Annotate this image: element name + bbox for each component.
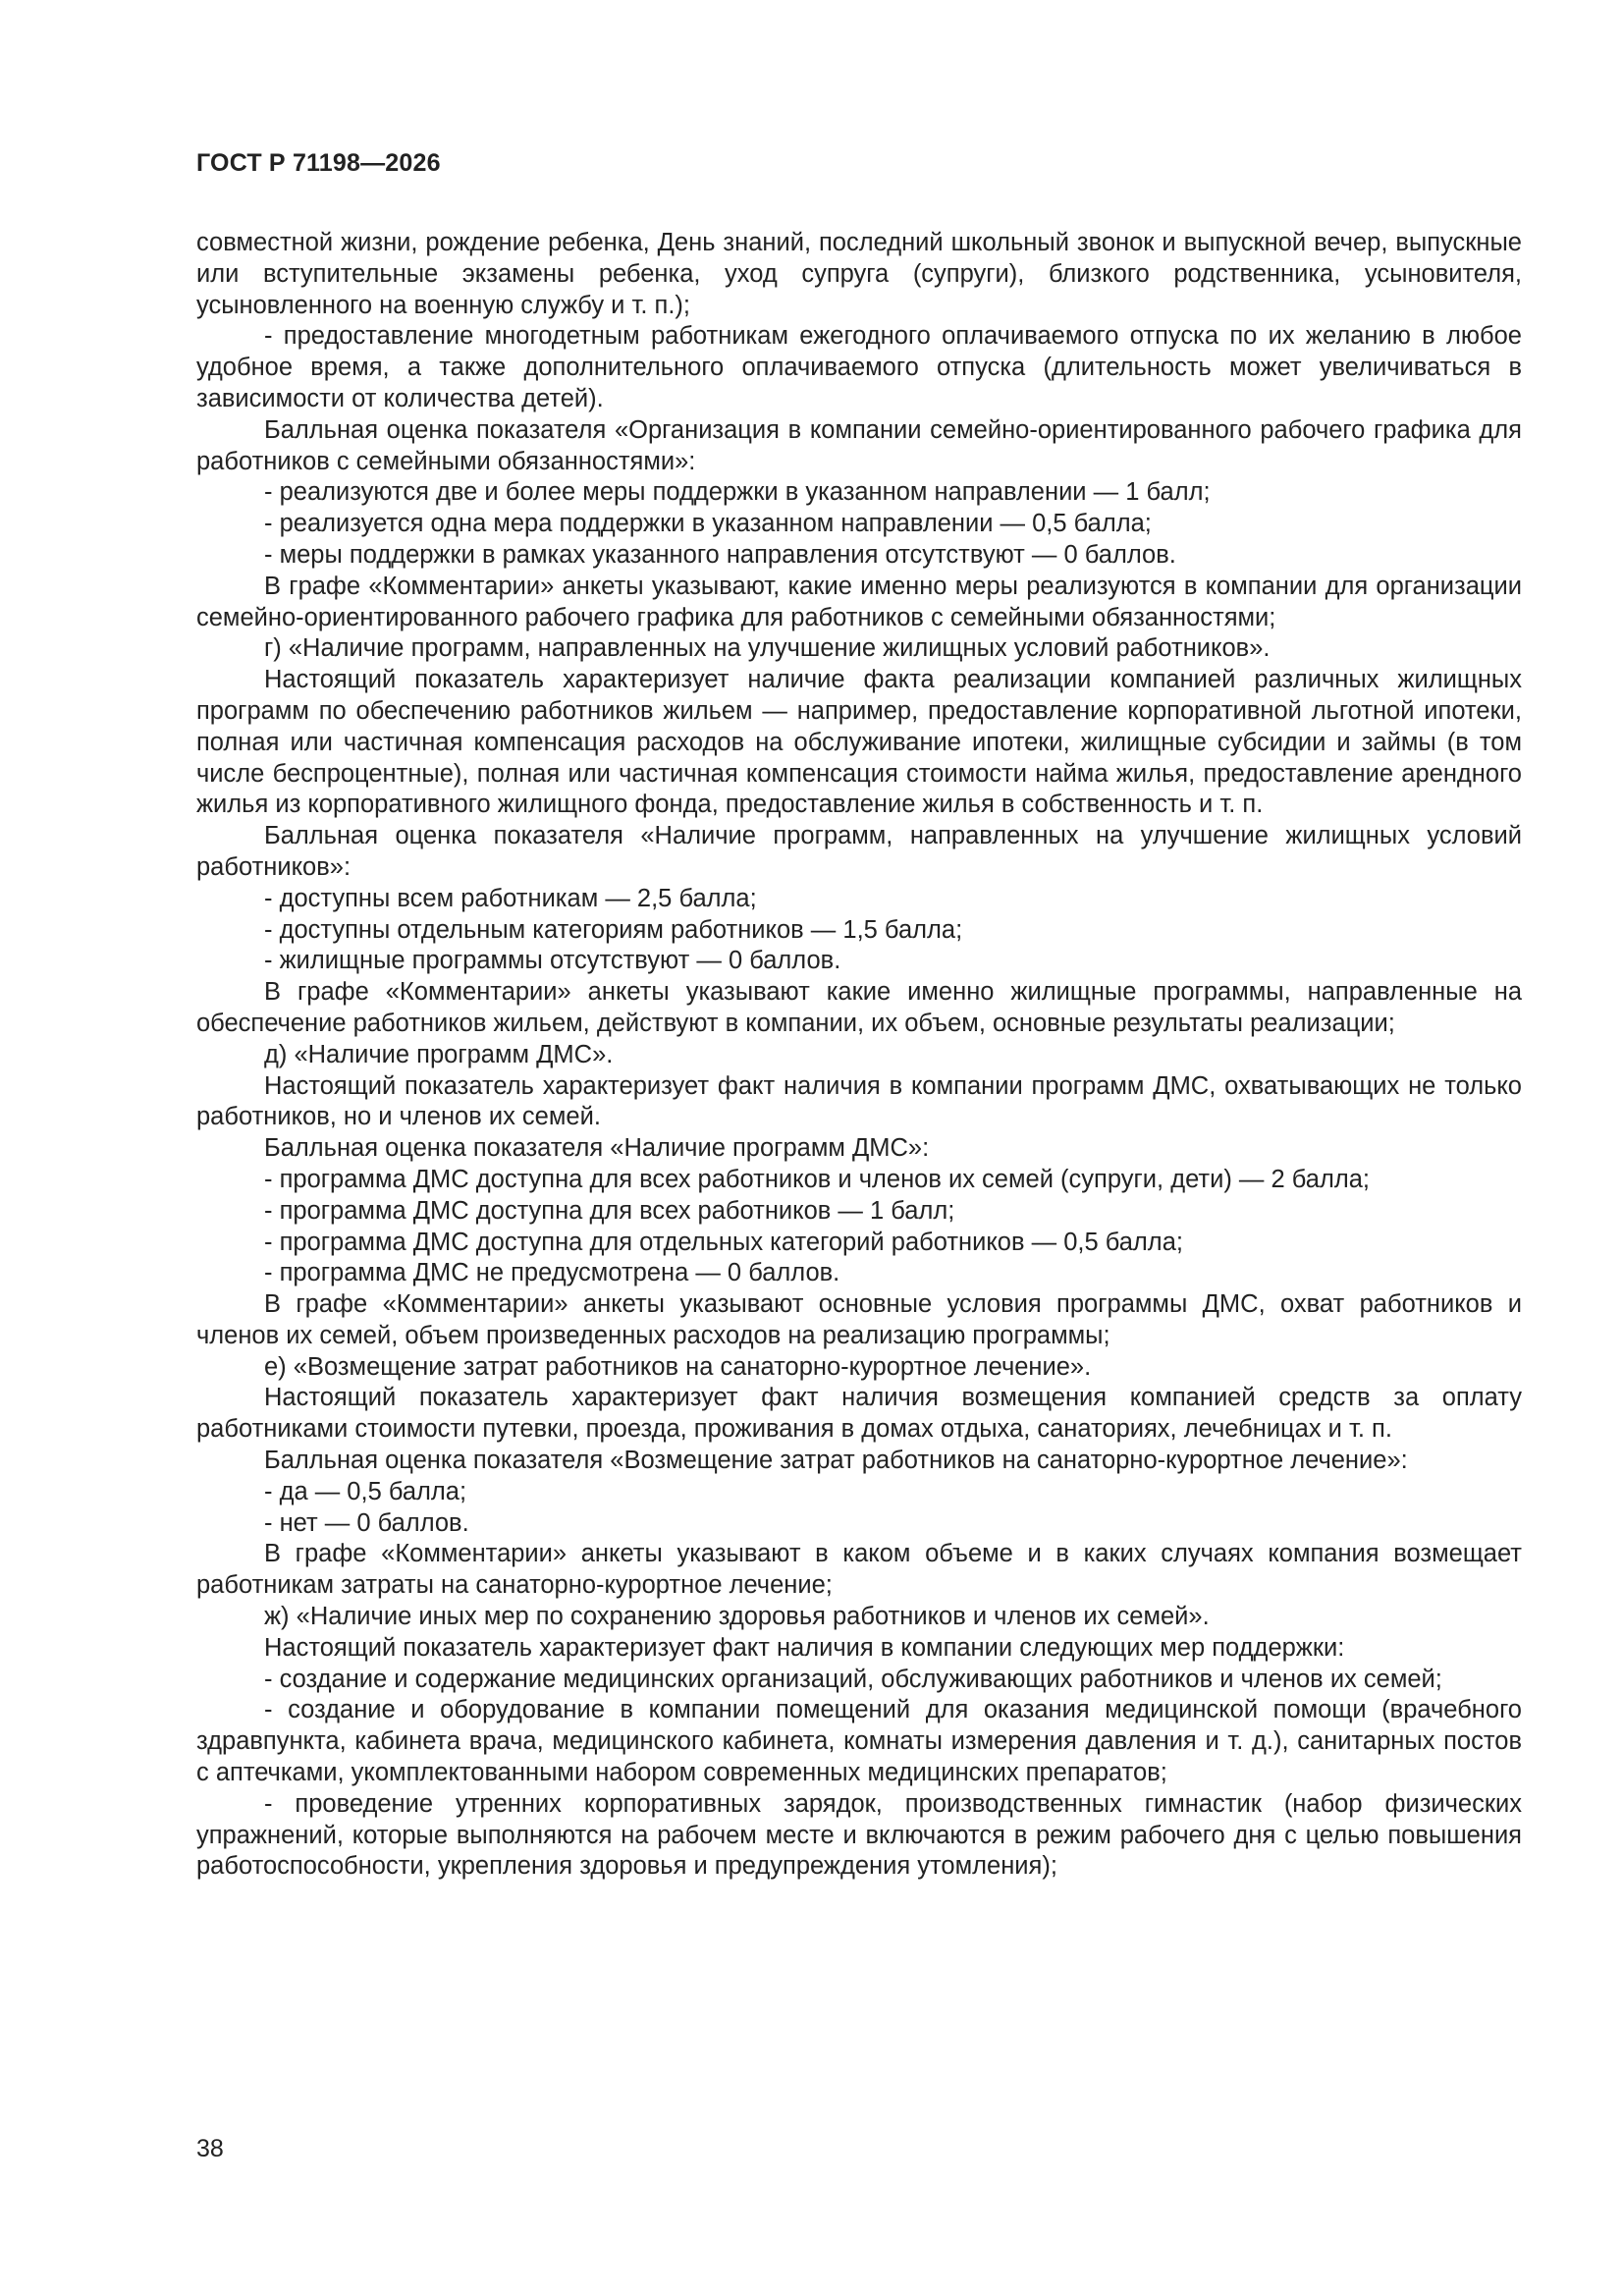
page-number: 38 <box>196 2135 224 2162</box>
paragraph: совместной жизни, рождение ребенка, День знаний, последний школьный звонок и выпускной вечер, выпускные или вступительные экзамены ребенка, уход супруга (супруги), близкого родственника, усыновителя, усыновленного на военную службу и т. п.); <box>196 229 1522 319</box>
list-item: - доступны отдельным категориям работников — 1,5 балла; <box>264 915 963 944</box>
list-item: - меры поддержки в рамках указанного направления отсутствуют — 0 баллов. <box>264 540 1176 569</box>
paragraph: Балльная оценка показателя «Наличие программ ДМС»: <box>264 1134 930 1163</box>
paragraph: - предоставление многодетным работникам ежегодного оплачиваемого отпуска по их желанию в любое удобное время, а также дополнительного оплачиваемого отпуска (длительность может увеличиваться в зависимости от количества детей). <box>196 322 1522 412</box>
list-item: - реализуются две и более меры поддержки в указанном направлении — 1 балл; <box>264 478 1211 507</box>
document-code-header: ГОСТ Р 71198—2026 <box>196 149 441 177</box>
list-item: - да — 0,5 балла; <box>264 1477 467 1505</box>
list-item: - программа ДМС доступна для отдельных категорий работников — 0,5 балла; <box>264 1228 1183 1256</box>
list-item: - нет — 0 баллов. <box>264 1508 469 1537</box>
paragraph: Балльная оценка показателя «Наличие программ, направленных на улучшение жилищных условий работников»: <box>196 822 1522 881</box>
paragraph: - проведение утренних корпоративных зарядок, производственных гимнастик (набор физических упражнений, которые выполняются на рабочем месте и включаются в режим рабочего дня с целью повышения работоспособности, укрепления здоровья и предупреждения утомления); <box>196 1789 1522 1881</box>
paragraph: е) «Возмещение затрат работников на санаторно-курортное лечение». <box>264 1352 1092 1381</box>
paragraph: В графе «Комментарии» анкеты указывают, какие именно меры реализуются в компании для организации семейно-ориентированного рабочего графика для работников с семейными обязанностями; <box>196 572 1522 631</box>
paragraph: Настоящий показатель характеризует факт наличия в компании программ ДМС, охватывающих не только работников, но и членов их семей. <box>196 1071 1522 1131</box>
paragraph: Настоящий показатель характеризует факт наличия возмещения компанией средств за оплату работниками стоимости путевки, проезда, проживания в домах отдыха, санаториях, лечебницах и т. п. <box>196 1384 1522 1444</box>
list-item: - программа ДМС доступна для всех работников — 1 балл; <box>264 1196 955 1225</box>
list-item: - жилищные программы отсутствуют — 0 баллов. <box>264 947 841 975</box>
list-item: - доступны всем работникам — 2,5 балла; <box>264 884 757 912</box>
paragraph: г) «Наличие программ, направленных на улучшение жилищных условий работников». <box>264 634 1271 663</box>
paragraph: Балльная оценка показателя «Возмещение затрат работников на санаторно-курортное лечение»: <box>264 1447 1408 1475</box>
paragraph: - создание и оборудование в компании помещений для оказания медицинской помощи (врачебного здравпункта, кабинета врача, медицинского кабинета, комнаты измерения давления и т. д.), санитарных постов с аптечками, укомплектованными набором современных медицинских препаратов; <box>196 1696 1522 1787</box>
document-body <box>196 228 1522 1883</box>
paragraph: ж) «Наличие иных мер по сохранению здоровья работников и членов их семей». <box>264 1603 1210 1631</box>
paragraph: Настоящий показатель характеризует факт наличия в компании следующих мер поддержки: <box>264 1633 1345 1662</box>
list-item: - реализуется одна мера поддержки в указанном направлении — 0,5 балла; <box>264 510 1152 538</box>
paragraph: В графе «Комментарии» анкеты указывают в каком объеме и в каких случаях компания возмещает работникам затраты на санаторно-курортное лечение; <box>196 1540 1522 1600</box>
paragraph: д) «Наличие программ ДМС». <box>264 1040 614 1068</box>
list-item: - программа ДМС не предусмотрена — 0 баллов. <box>264 1259 840 1287</box>
paragraph: В графе «Комментарии» анкеты указывают основные условия программы ДМС, охват работников и членов их семей, объем произведенных расходов на реализацию программы; <box>196 1290 1522 1349</box>
paragraph: Балльная оценка показателя «Организация в компании семейно-ориентированного рабочего графика для работников с семейными обязанностями»: <box>196 415 1522 475</box>
paragraph: В графе «Комментарии» анкеты указывают какие именно жилищные программы, направленные на обеспечение работников жильем, действуют в компании, их объем, основные результаты реализации; <box>196 978 1522 1037</box>
paragraph: Настоящий показатель характеризует наличие факта реализации компанией различных жилищных программ по обеспечению работников жильем — например, предоставление корпоративной льготной ипотеки, полная или частичная компенсация расходов на обслуживание ипотеки, жилищные субсидии и займы (в том числе беспроцентные), полная или частичная компенсация стоимости найма жилья, предоставление арендного жилья из корпоративного жилищного фонда, предоставление жилья в собственность и т. п. <box>196 666 1522 819</box>
list-item: - программа ДМС доступна для всех работников и членов их семей (супруги, дети) — 2 балла; <box>264 1165 1370 1193</box>
paragraph: - создание и содержание медицинских организаций, обслуживающих работников и членов их семей; <box>264 1665 1442 1693</box>
